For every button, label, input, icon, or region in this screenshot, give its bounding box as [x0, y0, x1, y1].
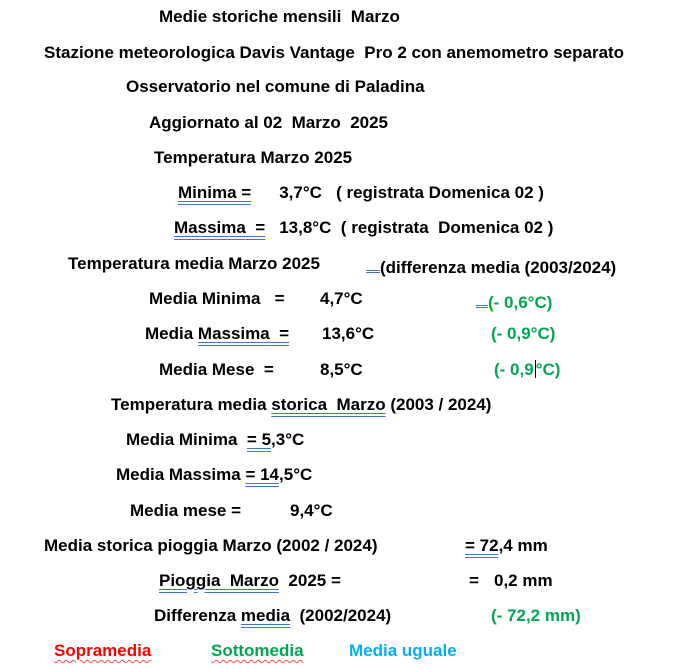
rain-hist-eq: = 72 [465, 536, 499, 555]
historical-heading-c: (2003 / 2024) [385, 395, 492, 414]
media-minima-value: 4,7°C [320, 289, 363, 308]
media-mese-diff-b: °C) [535, 360, 561, 379]
rain-month-label-line [159, 571, 341, 591]
rain-month-value: 0,2 mm [494, 571, 553, 590]
minima-line [178, 183, 544, 203]
media-massima-diff: (- 0,9°C) [491, 324, 556, 343]
underline-blank [476, 289, 488, 308]
rain-month-eq: = [469, 571, 479, 590]
legend-below-text: Sottomedia [211, 641, 304, 660]
observatory-text: Osservatorio nel comune di Paladina [126, 77, 425, 96]
massima-eq: = [245, 218, 266, 237]
media-massima-label-b: Massima [197, 324, 270, 343]
avg-diff-heading-line [366, 254, 616, 278]
legend-equal: Media uguale [349, 641, 457, 660]
massima-label: Massima [174, 218, 246, 237]
media-massima-label-a: Media [145, 324, 198, 343]
media-massima-label-c: = [269, 324, 290, 343]
hist-minima-line [126, 430, 304, 450]
massima-line [174, 218, 553, 238]
minima-label: Minima [178, 183, 237, 202]
hist-massima-line [116, 465, 312, 485]
legend-above [54, 641, 151, 661]
media-mese-diff-line [494, 360, 560, 380]
avg-diff-heading: (differenza media (2003/2024) [380, 258, 617, 277]
updated-text: Aggiornato al 02 Marzo 2025 [149, 113, 389, 132]
temp-heading-text: Temperatura Marzo 2025 [154, 148, 353, 167]
updated-line [149, 113, 388, 133]
observatory-line [126, 77, 425, 97]
rain-month-label-rest: 2025 = [278, 571, 341, 590]
media-minima-diff-line [476, 289, 552, 313]
temp-heading [154, 148, 352, 168]
historical-heading-b: storica Marzo [271, 395, 386, 414]
hist-massima-a: Media Massima [116, 465, 246, 484]
media-minima-label: Media Minima = [149, 289, 285, 308]
hist-minima-c: ,3°C [271, 430, 305, 449]
rain-hist-value: ,4 mm [498, 536, 548, 555]
rain-month-label: Pioggia Marzo [159, 571, 279, 590]
title-text: Medie storiche mensili Marzo [159, 7, 400, 26]
rain-diff-b: media [240, 606, 291, 625]
legend-below [211, 641, 304, 661]
avg-heading-line [68, 254, 320, 274]
underline-blank [366, 254, 380, 273]
station-line [44, 43, 624, 63]
media-mese-diff-a: (- 0,9 [494, 360, 534, 379]
station-text: Stazione meteorologica Davis Vantage Pro 2 con anemometro separato [44, 43, 625, 62]
media-massima-value: 13,6°C [322, 324, 375, 343]
historical-heading-a: Temperatura media [111, 395, 272, 414]
rain-diff-value: (- 72,2 mm) [491, 606, 581, 625]
media-massima-label-line [145, 324, 289, 344]
rain-diff-line [154, 606, 391, 626]
rain-hist-value-line [465, 536, 548, 556]
hist-massima-c: ,5°C [279, 465, 313, 484]
minima-value: 3,7°C ( registrata Domenica 02 ) [279, 183, 544, 202]
page-title [159, 7, 400, 27]
rain-hist-label: Media storica pioggia Marzo (2002 / 2024) [44, 536, 378, 555]
minima-eq: = [236, 183, 252, 202]
media-mese-value: 8,5°C [320, 360, 363, 379]
legend-above-text: Sopramedia [54, 641, 152, 660]
hist-mese-value: 9,4°C [290, 501, 333, 520]
historical-heading [111, 395, 491, 415]
media-minima-diff: (- 0,6°C) [488, 293, 553, 312]
hist-massima-b: = 14 [245, 465, 280, 484]
rain-diff-a: Differenza [154, 606, 241, 625]
hist-minima-a: Media Minima [126, 430, 247, 449]
hist-mese-label: Media mese = [130, 501, 242, 520]
rain-diff-c: (2002/2024) [290, 606, 392, 625]
massima-value: 13,8°C ( registrata Domenica 02 ) [279, 218, 554, 237]
hist-minima-b: = 5 [246, 430, 272, 449]
avg-heading: Temperatura media Marzo 2025 [68, 254, 320, 273]
media-mese-label: Media Mese = [159, 360, 274, 379]
